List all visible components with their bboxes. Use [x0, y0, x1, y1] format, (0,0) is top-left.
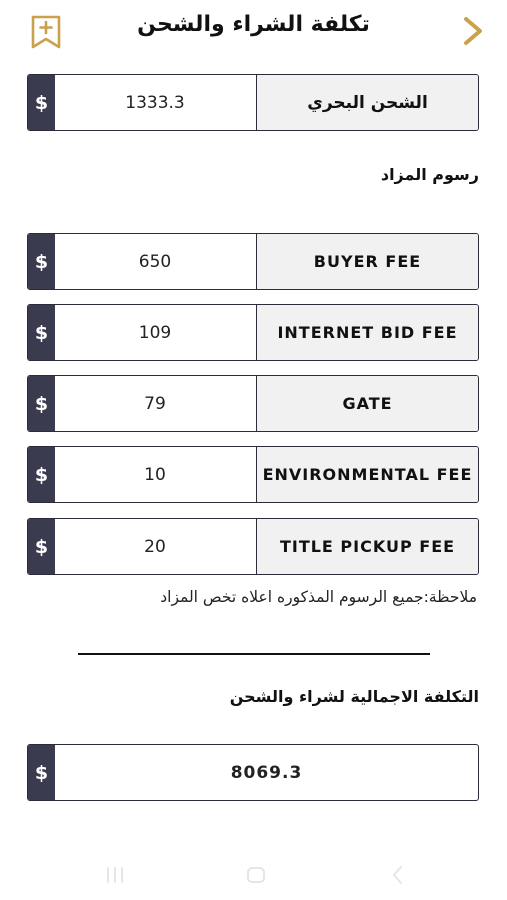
fee-value[interactable]: 79	[144, 393, 166, 414]
currency-badge: $	[28, 234, 55, 289]
fee-value[interactable]: 10	[144, 464, 166, 485]
currency-badge: $	[28, 745, 55, 800]
currency-badge: $	[28, 75, 55, 130]
fee-row-gate	[27, 375, 479, 432]
fee-row-title-pickup	[27, 518, 479, 575]
fees-note: ملاحظة:جميع الرسوم المذكوره اعلاه تخص المزاد	[160, 588, 477, 606]
currency-badge: $	[28, 519, 55, 574]
page-title: تكلفة الشراء والشحن	[137, 12, 370, 37]
currency-badge: $	[28, 447, 55, 502]
system-nav-bar	[0, 855, 507, 895]
fee-row-internet-bid	[27, 304, 479, 361]
chevron-right-icon	[458, 16, 488, 46]
divider	[78, 653, 430, 655]
fee-value[interactable]: 650	[138, 251, 172, 272]
fee-label: INTERNET BID FEE	[256, 305, 478, 360]
currency-badge: $	[28, 305, 55, 360]
fee-value[interactable]: 109	[138, 322, 172, 343]
fee-row-environmental	[27, 446, 479, 503]
fee-value[interactable]: 20	[144, 536, 166, 557]
sea-shipping-label: الشحن البحري	[256, 75, 478, 130]
total-value: 8069.3	[230, 762, 303, 783]
currency-badge: $	[28, 376, 55, 431]
recent-apps-icon[interactable]	[103, 863, 127, 887]
total-title: التكلفة الاجمالية لشراء والشحن	[229, 687, 479, 706]
fee-label: GATE	[256, 376, 478, 431]
back-button[interactable]	[458, 16, 488, 46]
back-icon[interactable]	[386, 863, 410, 887]
total-row	[27, 744, 479, 801]
sea-shipping-row	[27, 74, 479, 131]
fee-row-buyer	[27, 233, 479, 290]
app-header	[0, 0, 507, 64]
auction-fees-title: رسوم المزاد	[380, 165, 479, 184]
sea-shipping-value[interactable]: 1333.3	[125, 92, 185, 113]
fee-label: BUYER FEE	[256, 234, 478, 289]
home-icon[interactable]	[244, 863, 268, 887]
fee-label: ENVIRONMENTAL FEE	[256, 447, 478, 502]
fee-label: TITLE PICKUP FEE	[256, 519, 478, 574]
